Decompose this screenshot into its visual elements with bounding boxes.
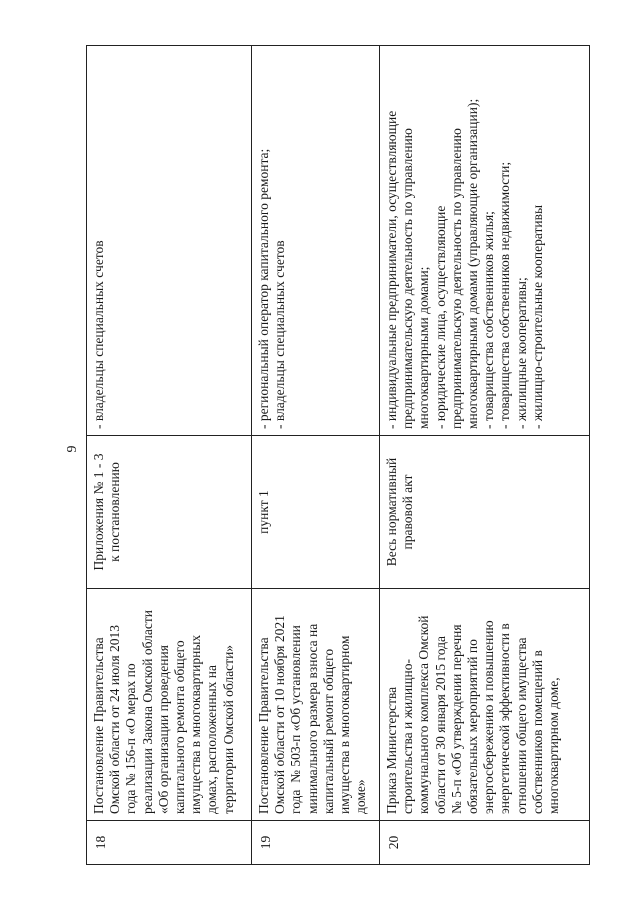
obligated-person-line: - жилищно-строительные кооперативы: [529, 204, 545, 429]
legal-act-line: № 5-п «Об утверждении перечня: [448, 624, 464, 814]
legal-act-title: [252, 588, 379, 820]
obligated-person-line: предпринимательскую деятельность по управлению: [448, 128, 464, 429]
legal-act-line: капитальный ремонт общего: [320, 648, 336, 814]
legal-act-line: отношении общего имущества: [513, 637, 529, 814]
obligated-person-line: - товарищества собственников недвижимости;: [497, 161, 513, 429]
legal-act-line: строительства и жилищно-: [400, 659, 416, 814]
obligated-person-line: предпринимательскую деятельность по управлению: [400, 128, 416, 429]
applicable-part-line: к постановлению: [107, 462, 123, 562]
legal-act-line: коммунального комплекса Омской: [416, 615, 432, 814]
legal-act-line: «Об организации проведения: [155, 645, 171, 814]
legal-act-line: Постановление Правительства: [91, 637, 106, 814]
obligated-person-line: многоквартирными домами;: [416, 266, 432, 429]
obligated-person-line: многоквартирными домами (управляющие организации);: [465, 98, 481, 429]
legal-acts-table: [86, 45, 590, 865]
legal-act-line: обязательных мероприятий по: [465, 639, 481, 814]
legal-act-line: Омской области от 24 июля 2013: [107, 624, 123, 814]
legal-act-line: многоквартирном доме,: [546, 677, 562, 814]
table-viewport: [86, 45, 590, 865]
obligated-persons: [87, 46, 251, 435]
legal-act-line: доме»: [353, 779, 369, 814]
obligated-person-line: - владельцы специальных счетов: [272, 240, 288, 429]
legal-act-line: минимального размера взноса на: [304, 623, 320, 814]
legal-act-line: капитального ремонта общего: [172, 640, 188, 814]
legal-act-title: [87, 588, 251, 820]
obligated-person-line: - индивидуальные предприниматели, осуществляющие: [384, 110, 399, 429]
applicable-part-line: Приложения № 1 - 3: [91, 453, 106, 571]
legal-act-line: реализации Закона Омской области: [139, 610, 155, 814]
legal-act-title: [380, 588, 589, 820]
legal-act-line: Приказ Министерства: [384, 686, 399, 814]
applicable-part: [87, 435, 251, 588]
row-number: 18: [87, 820, 251, 864]
page-number: 9: [65, 445, 80, 453]
applicable-part: [380, 435, 589, 588]
applicable-part-line: пункт 1: [256, 490, 271, 534]
legal-act-line: года № 503-п «Об установлении: [288, 625, 304, 814]
legal-act-line: территории Омской области»: [220, 644, 236, 814]
obligated-persons: [380, 46, 589, 435]
obligated-persons: [252, 46, 379, 435]
legal-act-line: имущества в многоквартирных: [188, 634, 204, 814]
obligated-person-line: - региональный оператор капитального ремонта;: [256, 148, 271, 429]
row-number: 19: [252, 820, 379, 864]
legal-act-line: Омской области от 10 ноября 2021: [272, 615, 288, 814]
table-row: [87, 46, 252, 864]
row-number: 20: [380, 820, 589, 864]
legal-act-line: области от 30 января 2015 года: [432, 636, 448, 814]
table-row: [380, 46, 589, 864]
table-row: [252, 46, 380, 864]
legal-act-line: года № 156-п «О мерах по: [123, 663, 139, 814]
applicable-part-line: правовой акт: [400, 474, 416, 550]
applicable-part: [252, 435, 379, 588]
legal-act-line: имущества в многоквартирном: [337, 635, 353, 814]
obligated-person-line: - юридические лица, осуществляющие: [432, 205, 448, 429]
legal-act-line: энергосбережению и повышению: [481, 620, 497, 814]
obligated-person-line: - владельцы специальных счетов: [91, 240, 106, 429]
legal-act-line: Постановление Правительства: [256, 637, 271, 814]
legal-act-line: собственников помещений в: [529, 650, 545, 814]
obligated-person-line: - товарищества собственников жилья;: [481, 211, 497, 429]
legal-act-line: домах, расположенных на: [204, 665, 220, 814]
obligated-person-line: - жилищные кооперативы;: [513, 277, 529, 429]
legal-act-line: энергетической эффективности в: [497, 623, 513, 814]
applicable-part-line: Весь нормативный: [384, 457, 399, 567]
